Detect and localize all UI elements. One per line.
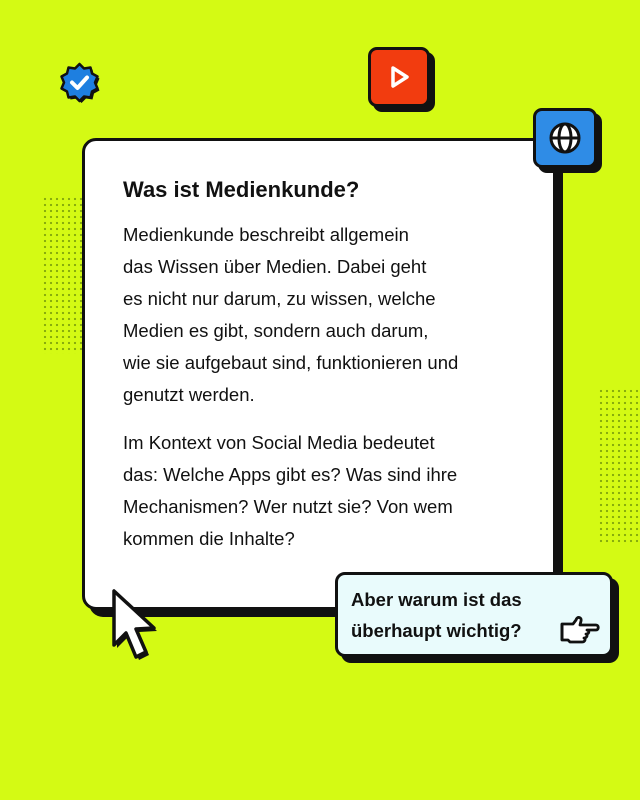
info-card <box>82 138 556 610</box>
verified-badge-icon <box>57 61 102 106</box>
dot-pattern-right <box>598 388 640 543</box>
globe-icon <box>533 108 597 168</box>
callout-line-1: Aber warum ist das <box>351 589 522 610</box>
card-paragraph-1 <box>123 219 543 411</box>
play-icon <box>368 47 430 107</box>
card-paragraph-2 <box>123 427 543 555</box>
callout-line-2: überhaupt wichtig? <box>351 620 522 641</box>
dot-pattern-left <box>42 196 82 354</box>
pointing-hand-icon <box>558 615 600 645</box>
callout-box <box>335 572 613 657</box>
callout-text <box>351 584 522 646</box>
paragraph-1-text: Medienkunde beschreibt allgemein das Wissen über Medien. Dabei geht es nicht nur darum, zu wissen, welche Medien es gibt, sondern auch darum, wie sie aufgebaut sind, funktionieren und genutzt werden. <box>123 224 459 405</box>
paragraph-2-text: Im Kontext von Social Media bedeutet das: Welche Apps gibt es? Was sind ihre Mechanismen? Wer nutzt sie? Von wem kommen die Inhalte? <box>123 432 458 549</box>
card-title: Was ist Medienkunde? <box>123 177 360 202</box>
cursor-arrow-icon <box>104 585 162 663</box>
